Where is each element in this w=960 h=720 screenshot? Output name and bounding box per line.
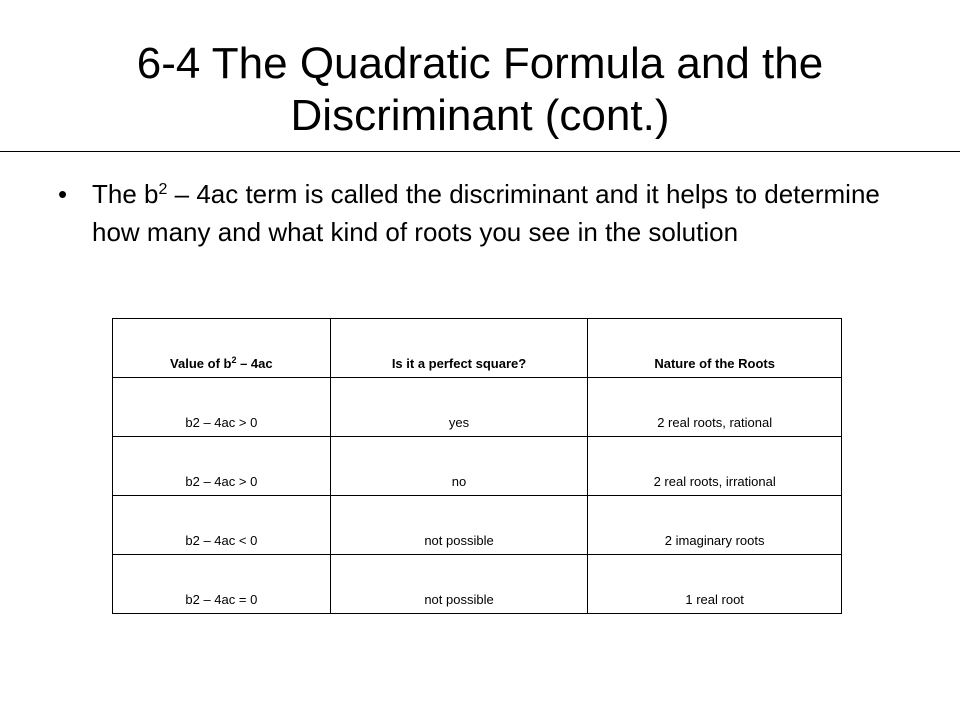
table-row bbox=[113, 555, 842, 614]
header-nature-of-roots: Nature of the Roots bbox=[588, 319, 842, 378]
table-row bbox=[113, 496, 842, 555]
cell-perfect-square: not possible bbox=[330, 555, 588, 614]
cell-value: b2 – 4ac > 0 bbox=[113, 437, 331, 496]
discriminant-table bbox=[112, 318, 842, 614]
cell-nature: 2 imaginary roots bbox=[588, 496, 842, 555]
slide-title-line-1: 6-4 The Quadratic Formula and the bbox=[136, 39, 824, 88]
cell-value: b2 – 4ac = 0 bbox=[113, 555, 331, 614]
bullet-dot-icon: • bbox=[58, 179, 68, 209]
title-divider bbox=[0, 151, 960, 152]
bullet-text-start: The b bbox=[92, 179, 159, 209]
header-value-text: Value of b bbox=[170, 356, 232, 371]
bullet-text-rest: – 4ac term is called the discriminant and it helps to determine how many and what kind of roots you see in the solution bbox=[92, 179, 880, 247]
table-row bbox=[113, 378, 842, 437]
table-header-row bbox=[113, 319, 842, 378]
table-row bbox=[113, 437, 842, 496]
header-perfect-square: Is it a perfect square? bbox=[330, 319, 588, 378]
bullet-point bbox=[58, 175, 898, 251]
cell-nature: 2 real roots, rational bbox=[588, 378, 842, 437]
slide-title-line-2: Discriminant (cont.) bbox=[290, 91, 670, 140]
cell-perfect-square: yes bbox=[330, 378, 588, 437]
cell-perfect-square: not possible bbox=[330, 496, 588, 555]
header-value-text-end: – 4ac bbox=[236, 356, 273, 371]
slide-title bbox=[20, 38, 940, 142]
cell-nature: 1 real root bbox=[588, 555, 842, 614]
header-value bbox=[113, 319, 331, 378]
cell-nature: 2 real roots, irrational bbox=[588, 437, 842, 496]
cell-perfect-square: no bbox=[330, 437, 588, 496]
bullet-text bbox=[92, 175, 898, 251]
cell-value: b2 – 4ac < 0 bbox=[113, 496, 331, 555]
bullet-superscript: 2 bbox=[158, 181, 168, 198]
cell-value: b2 – 4ac > 0 bbox=[113, 378, 331, 437]
header-value-superscript: 2 bbox=[231, 355, 237, 365]
